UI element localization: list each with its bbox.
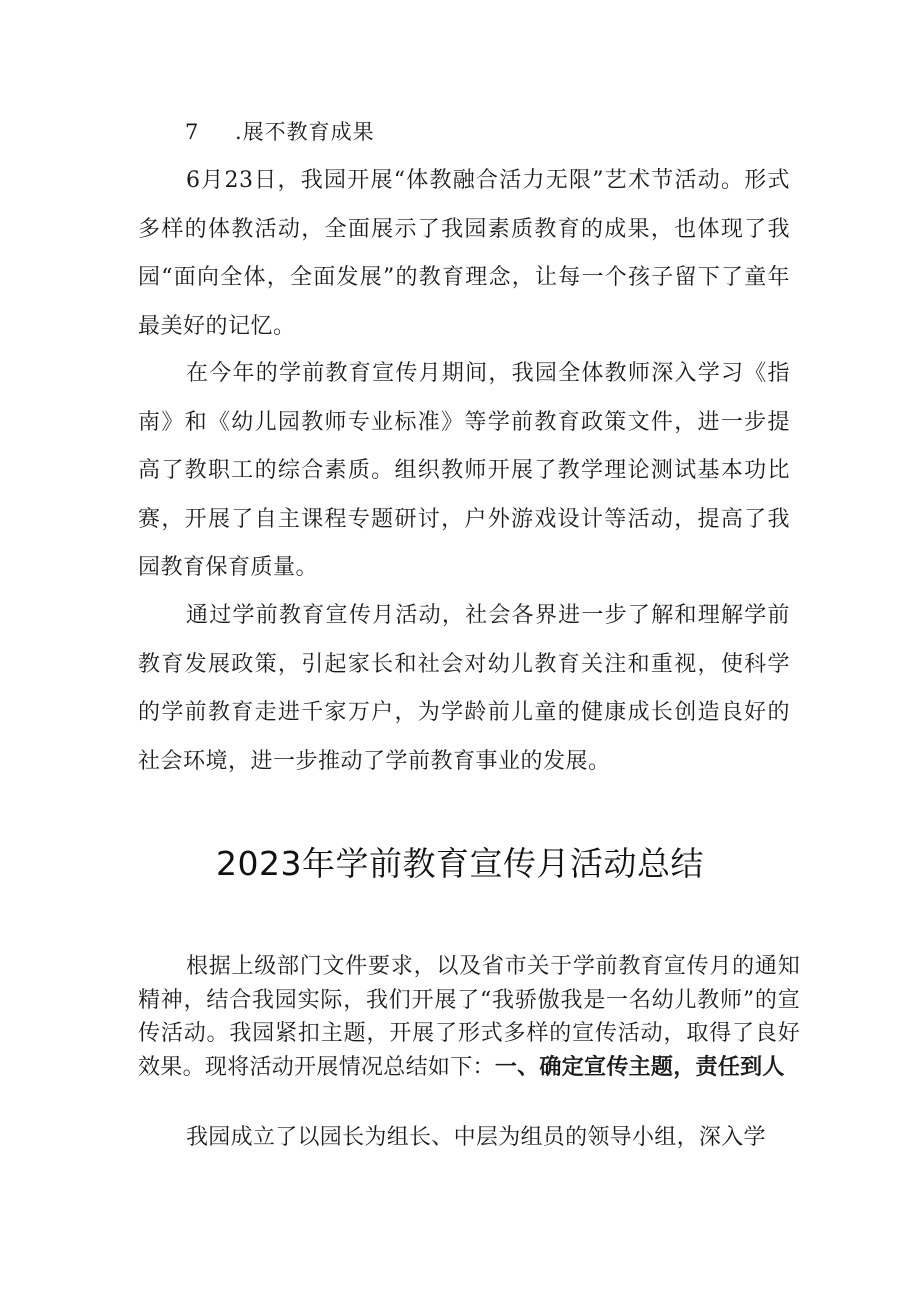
section-number: 7 [185, 120, 200, 144]
paragraph-leadership-group: 我园成立了以园长为组长、中层为组员的领导小组，深入学 [186, 1125, 766, 1150]
section-title: .展不教育成果 [235, 120, 375, 144]
intro-paragraph [138, 950, 800, 1084]
document-title: 2023年学前教育宣传月活动总结 [216, 844, 704, 883]
subheading-theme: 一、确定宣传主题，责任到人 [494, 1054, 785, 1080]
paragraph-art-festival: 6月23日，我园开展“体教融合活力无限”艺术节活动。形式多样的体教活动，全面展示了我园素质教育的成果，也体现了我园“面向全体，全面发展”的教育理念，让每一个孩子留下了童年最美好的记忆。 [138, 168, 790, 339]
paragraph-society-outcome: 通过学前教育宣传月活动，社会各界进一步了解和理解学前教育发展政策，引起家长和社会对幼儿教育关注和重视，使科学的学前教育走进千家万户，为学龄前儿童的健康成长创造良好的社会环境，进一步推动了学前教育事业的发展。 [138, 603, 790, 774]
intro-text: 根据上级部门文件要求，以及省市关于学前教育宣传月的通知精神，结合我园实际，我们开展了“我骄傲我是一名幼儿教师”的宣传活动。我园紧扣主题，开展了形式多样的宣传活动，取得了良好效果。现将活动开展情况总结如下： [138, 954, 800, 1080]
paragraph-teacher-study: 在今年的学前教育宣传月期间，我园全体教师深入学习《指南》和《幼儿园教师专业标准》等学前教育政策文件，进一步提高了教职工的综合素质。组织教师开展了教学理论测试基本功比赛，开展了自主课程专题研讨，户外游戏设计等活动，提高了我园教育保育质量。 [138, 361, 790, 580]
section-heading [185, 116, 375, 146]
